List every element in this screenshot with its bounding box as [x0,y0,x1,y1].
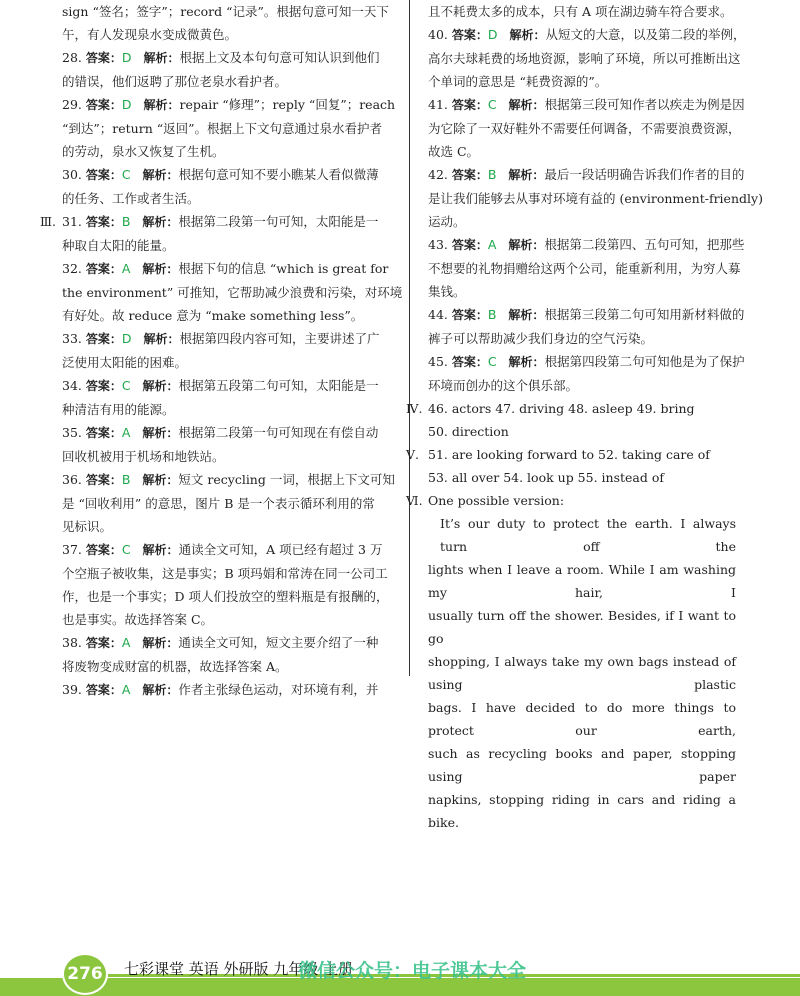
question-number: 30. [62,167,82,182]
entry-line [62,492,398,515]
entry-line [62,210,398,234]
question-number: 39. [62,682,82,697]
answer-label: 答案： [85,168,122,182]
entry-text: 的劳动，泉水又恢复了生机。 [62,144,225,159]
question-number: 33. [62,331,82,346]
answer-entry [40,210,398,257]
question-number: 32. [62,261,82,276]
entry-line [62,70,398,93]
entry-text: 从短文的大意，以及第二段的举例， [545,27,746,42]
answer-label: 答案： [85,473,122,487]
analysis-label: 解析： [143,98,180,112]
answer-letter: D [487,27,498,42]
entry-line [428,23,746,47]
entry-line [62,678,398,702]
entry-text: 最后一段话明确告诉我们作者的目的 [544,167,745,182]
answer-label: 答案： [451,28,488,42]
entry-text: 也是事实。故选择答案 C。 [62,612,214,627]
answer-letter: B [487,167,497,182]
answer-letter: A [121,635,131,650]
entry-text: 高尔夫球耗费的场地资源，影响了环境，所以可推断出这 [428,51,741,66]
answer-letter: A [121,425,131,440]
entry-line [428,303,745,327]
answer-entry [62,374,398,421]
entry-text: 根据第三段可知作者以疾走为例是因 [544,97,745,112]
answer-label: 答案： [451,238,488,252]
entry-text: 泛使用太阳能的困难。 [62,355,188,370]
essay-line: usually turn off the shower. Besides, if I want to go [428,608,736,646]
entry-line [428,327,736,350]
entry-line [62,23,398,46]
column-divider [409,0,410,676]
answer-label: 答案： [451,98,488,112]
entry-line [62,468,398,492]
answer-entry [62,93,398,163]
section-4-line: 46. actors 47. driving 48. asleep 49. bring [428,401,695,416]
entry-line [62,187,398,210]
essay-line: such as recycling books and paper, stopping using paper [428,746,736,784]
analysis-label: 解析： [142,636,179,650]
answer-label: 答案： [85,379,122,393]
section-5 [406,443,736,489]
entry-text: 有好处。故 reduce 意为 “make something less”。 [62,308,364,323]
answer-entry [62,0,398,46]
question-number: 36. [62,472,82,487]
entry-text: 是 “回收利用” 的意思，图片 B 是一个表示循环利用的常 [62,496,375,511]
entry-line [428,93,745,117]
section-4 [406,397,736,443]
entry-text: 回收机被用于机场和地铁站。 [62,449,225,464]
entry-line [62,421,398,445]
essay-heading: One possible version: [428,493,565,508]
answer-letter: A [121,682,131,697]
section-6 [406,489,736,834]
entry-text: sign “签名；签字”；record “记录”。根据句意可知一天下 [62,4,389,19]
section-6-roman: Ⅵ. [406,493,423,508]
section-roman: Ⅲ. [40,214,57,229]
entry-text: 根据句意可知不要小瞧某人看似微薄 [178,167,379,182]
analysis-label: 解析： [508,355,545,369]
entry-line [428,233,745,257]
book-title: 七彩课堂 英语 外研版 九年级 上册 [124,960,354,978]
answer-letter: D [121,331,132,346]
answer-letter: B [121,214,131,229]
page-number-badge: 276 [62,953,108,995]
analysis-label: 解析： [143,51,180,65]
entry-text: 根据第五段第二句可知，太阳能是一 [178,378,379,393]
entry-line [62,515,398,538]
answer-entry [62,538,398,631]
entry-line [62,374,398,398]
entry-text: 通读全文可知，短文主要介绍了一种 [178,635,379,650]
essay-line: bags. I have decided to do more things to protect our earth, [428,700,736,738]
question-number: 45. [428,354,448,369]
question-number: 41. [428,97,448,112]
question-number: 38. [62,635,82,650]
answer-label: 答案： [85,215,122,229]
analysis-label: 解析： [143,332,180,346]
question-number: 35. [62,425,82,440]
entry-line [428,187,763,210]
entry-text: 短文 recycling 一词，根据上下文可知 [178,472,395,487]
entry-text: 种清洁有用的能源。 [62,402,175,417]
entry-line [62,631,398,655]
analysis-label: 解析： [509,28,546,42]
entry-line [428,280,736,303]
entry-text: 作者主张绿色运动，对环境有利，并 [178,682,379,697]
analysis-label: 解析： [142,262,179,276]
answer-label: 答案： [85,426,122,440]
entry-line [62,257,398,281]
essay-line: napkins, stopping riding in cars and riding a bike. [428,792,736,830]
left-column [40,0,403,702]
entry-text: 种取自太阳的能量。 [62,238,175,253]
question-number: 37. [62,542,82,557]
analysis-label: 解析： [142,543,179,557]
answer-entry [428,350,745,397]
answer-letter: C [121,167,131,182]
entry-line [62,117,398,140]
analysis-label: 解析： [142,168,179,182]
entry-text: 故选 C。 [428,144,480,159]
entry-line [62,538,398,562]
answer-label: 答案： [451,355,488,369]
entry-line [62,163,398,187]
section-5-roman: Ⅴ. [406,447,420,462]
answer-entry [62,631,398,678]
entry-line [62,351,398,374]
analysis-label: 解析： [142,379,179,393]
entry-line [62,585,398,608]
entry-text: 根据第二段第一句可知，太阳能是一 [178,214,379,229]
section-4-line: 50. direction [428,424,509,439]
entry-line [428,0,736,23]
entry-text: 根据上文及本句句意可知认识到他们 [179,50,380,65]
entry-text: 根据第四段内容可知，主要讲述了广 [179,331,380,346]
answer-label: 答案： [85,98,122,112]
answer-entry [428,233,745,303]
answer-entry [62,257,403,327]
answer-entry [428,93,745,163]
entry-line [62,327,398,351]
analysis-label: 解析： [508,238,545,252]
answer-letter: C [487,354,497,369]
answer-label: 答案： [85,51,122,65]
answer-entry [62,163,398,210]
analysis-label: 解析： [508,98,545,112]
entry-line [428,257,741,280]
entry-text: 根据第四段第二句可知他是为了保护 [544,354,745,369]
question-number: 29. [62,97,82,112]
entry-line [428,117,741,140]
answer-entry [62,327,398,374]
answer-entry [428,0,736,23]
entry-line [428,374,736,397]
entry-line [428,70,736,93]
right-answer-list [428,0,763,397]
answer-letter: C [121,542,131,557]
entry-text: 裤子可以帮助减少我们身边的空气污染。 [428,331,654,346]
answer-label: 答案： [85,262,122,276]
entry-line [62,234,398,257]
entry-line [428,140,736,163]
entry-text: 为它除了一双好鞋外不需要任何调备，不需要浪费资源， [428,121,741,136]
entry-line [62,608,398,631]
question-number: 34. [62,378,82,393]
entry-text: 根据第三段第二句可知用新材料做的 [544,307,745,322]
entry-text: 是让我们能够去从事对环境有益的 (environment-friendly) [428,191,763,206]
question-number: 44. [428,307,448,322]
answer-label: 答案： [85,543,122,557]
answer-label: 答案： [451,308,488,322]
entry-line [428,350,745,374]
entry-text: 通读全文可知，A 项已经有超过 3 万 [178,542,383,557]
answer-letter: C [487,97,497,112]
answer-label: 答案： [85,683,122,697]
entry-text: 运动。 [428,214,466,229]
entry-line [62,0,398,23]
entry-line [62,140,398,163]
entry-line [428,163,745,187]
entry-text: the environment” 可推知，它帮助减少浪费和污染，对环境 [62,285,403,300]
essay-line: It’s our duty to protect the earth. I always turn off the [440,516,736,554]
answer-entry [62,421,398,468]
entry-line [62,281,403,304]
answer-label: 答案： [85,636,122,650]
essay-line: shopping, I always take my own bags instead of using plastic [428,654,736,692]
answer-letter: D [121,50,132,65]
question-number: 40. [428,27,448,42]
answer-letter: A [121,261,131,276]
answer-entry [428,163,763,233]
entry-line [428,210,736,233]
entry-line [62,93,398,117]
entry-text: 午，有人发现泉水变成微黄色。 [62,27,238,42]
answer-entry [62,46,398,93]
answer-label: 答案： [451,168,488,182]
analysis-label: 解析： [508,308,545,322]
section-5-line: 51. are looking forward to 52. taking care of [428,447,710,462]
entry-text: 环境而创办的这个俱乐部。 [428,378,579,393]
answer-label: 答案： [85,332,122,346]
analysis-label: 解析： [142,426,179,440]
watermark: 微信公众号：电子课本大全 [298,960,527,982]
entry-text: repair “修理”；reply “回复”；reach [179,97,396,112]
entry-line [62,655,398,678]
entry-line [62,398,398,421]
entry-line [428,47,741,70]
answer-letter: B [121,472,131,487]
entry-text: 集钱。 [428,284,466,299]
analysis-label: 解析： [142,473,179,487]
analysis-label: 解析： [508,168,545,182]
question-number: 43. [428,237,448,252]
answer-entry [62,468,398,538]
entry-text: 且不耗费太多的成本，只有 A 项在湖边骑车符合要求。 [428,4,733,19]
answer-entry [62,678,398,702]
answer-entry [428,303,745,350]
entry-text: 的任务、工作或者生活。 [62,191,200,206]
entry-text: 作，也是一个事实；D 项人们投放空的塑料瓶是有报酬的， [62,589,389,604]
answer-letter: D [121,97,132,112]
entry-text: 根据下句的信息 “which is great for [178,261,389,276]
entry-text: 将废物变成财富的机器，故选择答案 A。 [62,659,288,674]
question-number: 31. [62,214,82,229]
entry-text: 不想要的礼物捐赠给这两个公司，能重新利用，为穷人募 [428,261,741,276]
entry-line [62,445,398,468]
question-number: 42. [428,167,448,182]
question-number: 28. [62,50,82,65]
entry-line [62,304,398,327]
entry-line [62,46,398,70]
essay-line: lights when I leave a room. While I am washing my hair, I [428,562,736,600]
entry-text: 见标识。 [62,519,113,534]
answer-letter: A [487,237,497,252]
analysis-label: 解析： [142,683,179,697]
section-4-roman: Ⅳ. [406,401,423,416]
right-column [406,0,763,834]
entry-text: 根据第二段第一句可知现在有偿自动 [178,425,379,440]
entry-text: 的错误，他们返聘了那位老泉水看护者。 [62,74,288,89]
entry-line [62,562,398,585]
entry-text: 个空瓶子被收集，这是事实；B 项玛娟和常涛在同一公司工 [62,566,388,581]
answer-letter: C [121,378,131,393]
section-5-line: 53. all over 54. look up 55. instead of [428,470,664,485]
entry-text: 个单词的意思是 “耗费资源的”。 [428,74,608,89]
analysis-label: 解析： [142,215,179,229]
answer-letter: B [487,307,497,322]
answer-entry [428,23,746,93]
entry-text: 根据第二段第四、五句可知，把那些 [544,237,745,252]
entry-text: “到达”；return “返回”。根据上下文句意通过泉水看护者 [62,121,383,136]
